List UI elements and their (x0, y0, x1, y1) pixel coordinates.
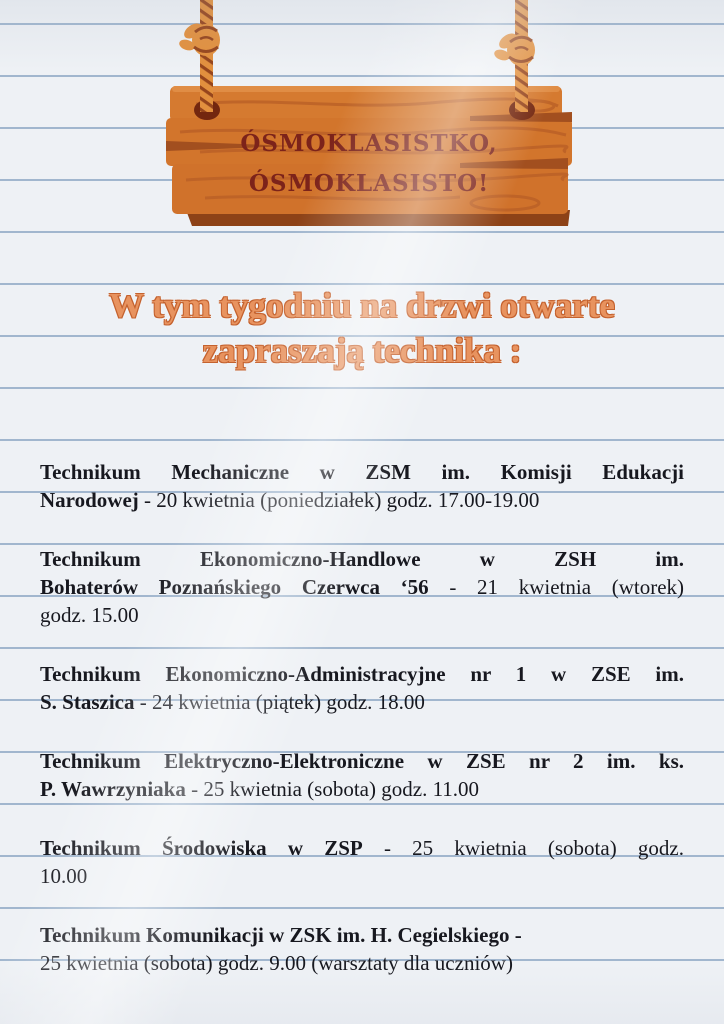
entry-line (40, 660, 684, 688)
entry-line (40, 921, 684, 949)
entry-line (40, 573, 684, 601)
rope-knot-right (493, 30, 535, 66)
school-name: Bohaterów Poznańskiego Czerwca ‘56 (40, 575, 429, 599)
entry-line (40, 949, 684, 977)
school-name: Technikum Komunikacji w ZSK im. H. Cegielskiego - (40, 923, 522, 947)
schedule-entry (40, 545, 684, 629)
event-date-details: 10.00 (40, 864, 88, 888)
school-name: Technikum Środowiska w ZSP (40, 836, 363, 860)
page-title-line1: W tym tygodniu na drzwi otwarte (109, 286, 615, 325)
entry-line (40, 747, 684, 775)
hanging-sign-illustration (0, 0, 724, 240)
sign-title-line2: ÓSMOKLASISTO! (248, 170, 490, 197)
school-name: P. Wawrzyniaka (40, 777, 186, 801)
school-name: Technikum Ekonomiczno-Handlowe w ZSH im. (40, 547, 684, 571)
schedule-entry (40, 660, 684, 716)
entries-list (40, 458, 684, 1008)
entry-line (40, 545, 684, 573)
entry-line (40, 688, 684, 716)
event-date-details: - 24 kwietnia (piątek) godz. 18.00 (134, 690, 425, 714)
rope-knot-left (178, 20, 220, 56)
event-date-details: - 21 kwietnia (wtorek) (428, 575, 685, 599)
event-date-details: - 25 kwietnia (sobota) godz. 11.00 (185, 777, 480, 801)
school-name: Narodowej (40, 488, 139, 512)
sign-title-line1: ÓSMOKLASISTKO, (240, 130, 498, 157)
entry-line (40, 601, 684, 629)
school-name: Technikum Elektryczno-Elektroniczne w ZSE nr 2 im. ks. (40, 749, 684, 773)
page-title-line2: zapraszają technika : (202, 331, 522, 370)
school-name: S. Staszica (40, 690, 135, 714)
schedule-entry (40, 921, 684, 977)
entry-line (40, 862, 684, 890)
schedule-entry (40, 747, 684, 803)
page-title (0, 283, 724, 373)
event-date-details: - 25 kwietnia (sobota) godz. (362, 836, 684, 860)
event-date-details: 25 kwietnia (sobota) godz. 9.00 (warsztaty dla uczniów) (40, 951, 513, 975)
schedule-entry (40, 834, 684, 890)
entry-line (40, 458, 684, 486)
school-name: Technikum Mechaniczne w ZSM im. Komisji Edukacji (40, 460, 684, 484)
event-date-details: godz. 15.00 (40, 603, 139, 627)
schedule-entry (40, 458, 684, 514)
entry-line (40, 775, 684, 803)
entry-line (40, 834, 684, 862)
event-date-details: - 20 kwietnia (poniedziałek) godz. 17.00-19.00 (138, 488, 540, 512)
entry-line (40, 486, 684, 514)
school-name: Technikum Ekonomiczno-Administracyjne nr 1 w ZSE im. (40, 662, 684, 686)
sign-title (169, 124, 569, 204)
